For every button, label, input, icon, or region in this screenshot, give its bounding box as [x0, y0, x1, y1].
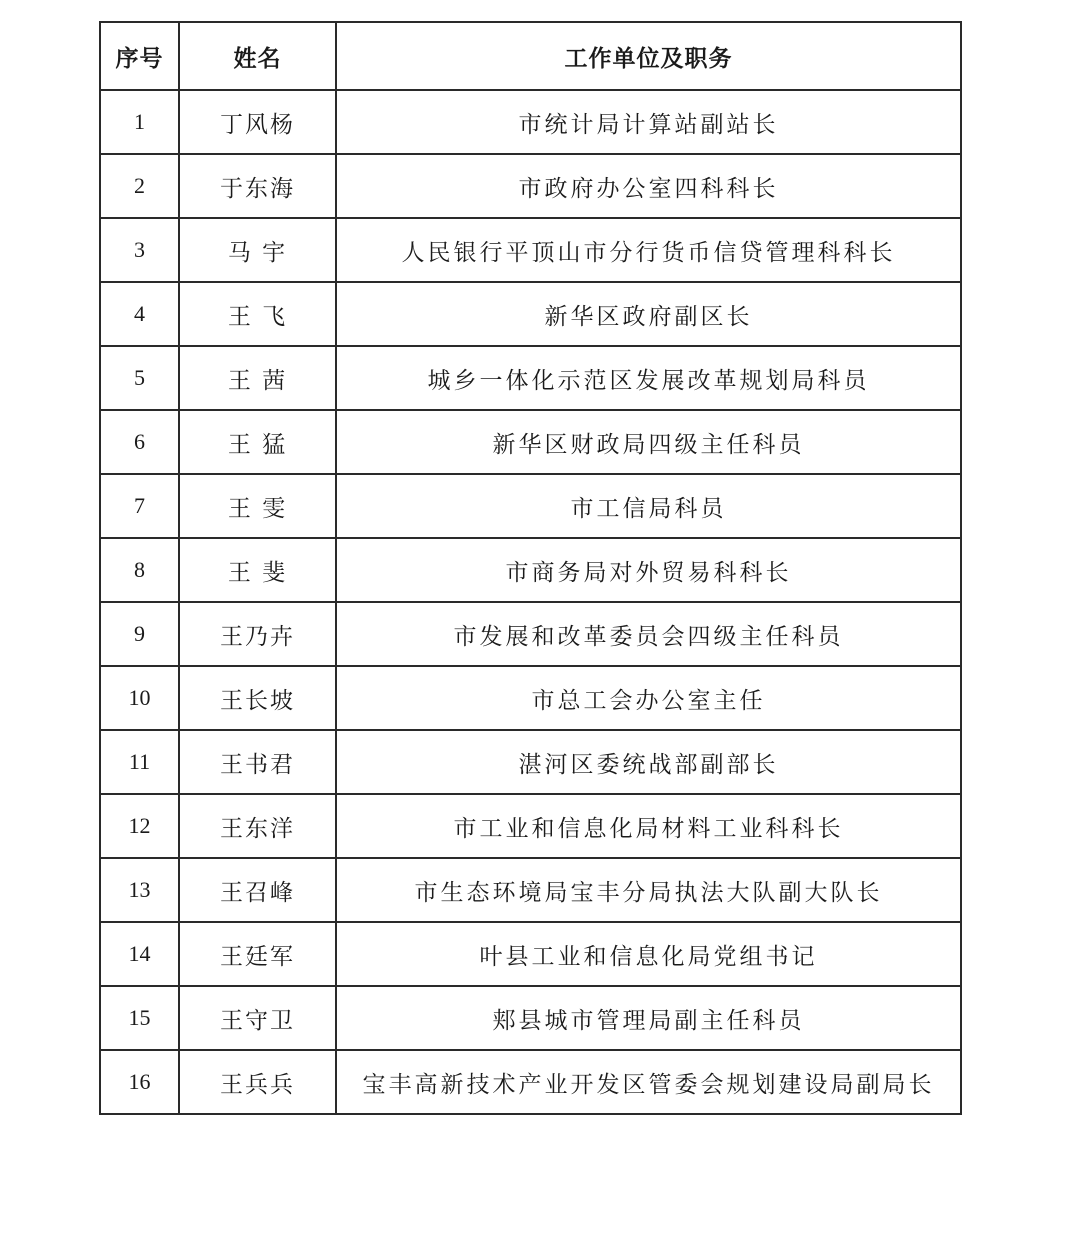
position-cell: 市发展和改革委员会四级主任科员: [336, 602, 961, 666]
serial-number-cell: 9: [100, 602, 179, 666]
header-serial-number: 序号: [100, 22, 179, 90]
table-row: [100, 154, 961, 218]
name-cell: 王兵兵: [179, 1050, 336, 1114]
table-row: [100, 986, 961, 1050]
serial-number-cell: 5: [100, 346, 179, 410]
header-row: [100, 22, 961, 90]
table-row: [100, 730, 961, 794]
table-row: [100, 1050, 961, 1114]
position-cell: 市商务局对外贸易科科长: [336, 538, 961, 602]
serial-number-cell: 2: [100, 154, 179, 218]
name-cell: 王东洋: [179, 794, 336, 858]
position-cell: 城乡一体化示范区发展改革规划局科员: [336, 346, 961, 410]
serial-number-cell: 11: [100, 730, 179, 794]
name-cell: 于东海: [179, 154, 336, 218]
name-cell: 丁风杨: [179, 90, 336, 154]
table-row: [100, 218, 961, 282]
table-row: [100, 346, 961, 410]
table-row: [100, 90, 961, 154]
name-cell: 王书君: [179, 730, 336, 794]
name-cell: 王 飞: [179, 282, 336, 346]
name-cell: 王 雯: [179, 474, 336, 538]
table-header: [100, 22, 961, 90]
position-cell: 叶县工业和信息化局党组书记: [336, 922, 961, 986]
table-row: [100, 794, 961, 858]
serial-number-cell: 16: [100, 1050, 179, 1114]
table-row: [100, 282, 961, 346]
personnel-table: [99, 21, 962, 1115]
name-cell: 王乃卉: [179, 602, 336, 666]
name-cell: 王长坡: [179, 666, 336, 730]
name-cell: 王廷军: [179, 922, 336, 986]
serial-number-cell: 14: [100, 922, 179, 986]
table-row: [100, 474, 961, 538]
table-row: [100, 858, 961, 922]
table-row: [100, 410, 961, 474]
serial-number-cell: 10: [100, 666, 179, 730]
position-cell: 人民银行平顶山市分行货币信贷管理科科长: [336, 218, 961, 282]
serial-number-cell: 12: [100, 794, 179, 858]
name-cell: 王召峰: [179, 858, 336, 922]
serial-number-cell: 6: [100, 410, 179, 474]
table-row: [100, 538, 961, 602]
position-cell: 湛河区委统战部副部长: [336, 730, 961, 794]
table-row: [100, 602, 961, 666]
serial-number-cell: 4: [100, 282, 179, 346]
serial-number-cell: 15: [100, 986, 179, 1050]
header-name: 姓名: [179, 22, 336, 90]
name-cell: 马 宇: [179, 218, 336, 282]
position-cell: 新华区财政局四级主任科员: [336, 410, 961, 474]
serial-number-cell: 3: [100, 218, 179, 282]
position-cell: 市生态环境局宝丰分局执法大队副大队长: [336, 858, 961, 922]
serial-number-cell: 8: [100, 538, 179, 602]
position-cell: 市政府办公室四科科长: [336, 154, 961, 218]
position-cell: 郏县城市管理局副主任科员: [336, 986, 961, 1050]
position-cell: 市总工会办公室主任: [336, 666, 961, 730]
header-workplace-position: 工作单位及职务: [336, 22, 961, 90]
table-body: [100, 90, 961, 1114]
serial-number-cell: 7: [100, 474, 179, 538]
position-cell: 市统计局计算站副站长: [336, 90, 961, 154]
position-cell: 宝丰高新技术产业开发区管委会规划建设局副局长: [336, 1050, 961, 1114]
name-cell: 王守卫: [179, 986, 336, 1050]
table-row: [100, 922, 961, 986]
name-cell: 王 斐: [179, 538, 336, 602]
table-row: [100, 666, 961, 730]
serial-number-cell: 13: [100, 858, 179, 922]
position-cell: 市工业和信息化局材料工业科科长: [336, 794, 961, 858]
position-cell: 市工信局科员: [336, 474, 961, 538]
name-cell: 王 猛: [179, 410, 336, 474]
position-cell: 新华区政府副区长: [336, 282, 961, 346]
serial-number-cell: 1: [100, 90, 179, 154]
name-cell: 王 茜: [179, 346, 336, 410]
